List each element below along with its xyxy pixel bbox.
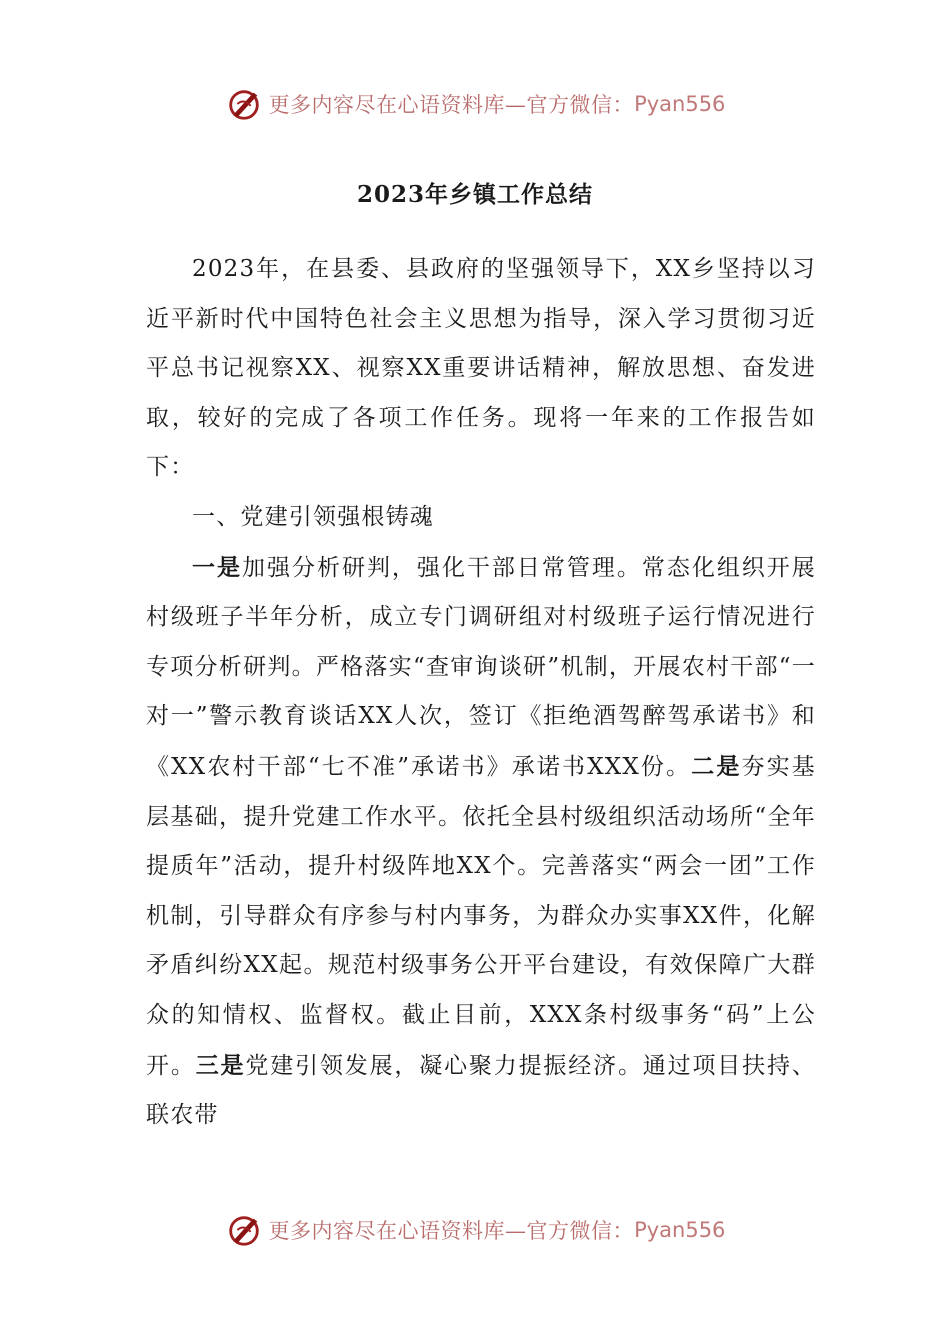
watermark-banner-top xyxy=(0,82,950,126)
document-body xyxy=(146,245,816,1141)
item-text-1: 加强分析研判，强化干部日常管理。常态化组织开展村级班子半年分析，成立专门调研组对村级班子运行情况进行专项分析研判。严格落实“查审询谈研”机制，开展农村干部“一对一”警示教育谈话XX人次，签订《拒绝酒驾醉驾承诺书》和《XX农村干部“七不准”承诺书》承诺书XXX份。 xyxy=(146,554,816,780)
item-text-2: 夯实基层基础，提升党建工作水平。依托全县村级组织活动场所“全年提质年”活动，提升村级阵地XX个。完善落实“两会一团”工作机制，引导群众有序参与村内事务，为群众办实事XX件，化解矛盾纠纷XX起。规范村级事务公开平台建设，有效保障广大群众的知情权、监督权。截止目前，XXX条村级事务“码”上公开。 xyxy=(146,753,817,1079)
pen-logo-icon xyxy=(225,1211,263,1249)
watermark-wechat-id: Pyan556 xyxy=(634,1218,726,1242)
item-lead-2: 二是 xyxy=(691,752,742,780)
section-heading: 一、党建引领强根铸魂 xyxy=(192,503,434,530)
watermark-text: 更多内容尽在心语资料库—官方微信： xyxy=(268,93,635,117)
watermark-wechat-id: Pyan556 xyxy=(634,92,726,116)
item-lead-1: 一是 xyxy=(192,553,242,581)
pen-logo-icon xyxy=(225,85,263,123)
body-paragraph xyxy=(146,543,816,1141)
item-lead-3: 三是 xyxy=(195,1051,246,1079)
item-text-3: 党建引领发展，凝心聚力提振经济。通过项目扶持、联农带 xyxy=(146,1052,817,1129)
watermark-text: 更多内容尽在心语资料库—官方微信： xyxy=(268,1219,635,1243)
intro-paragraph: 2023年，在县委、县政府的坚强领导下，XX乡坚持以习近平新时代中国特色社会主义思想为指导，深入学习贯彻习近平总书记视察XX、视察XX重要讲话精神，解放思想、奋发进取，较好的完成了各项工作任务。现将一年来的工作报告如下： xyxy=(146,256,816,481)
watermark-banner-bottom xyxy=(0,1208,950,1252)
document-title: 2023年乡镇工作总结 xyxy=(356,181,593,208)
